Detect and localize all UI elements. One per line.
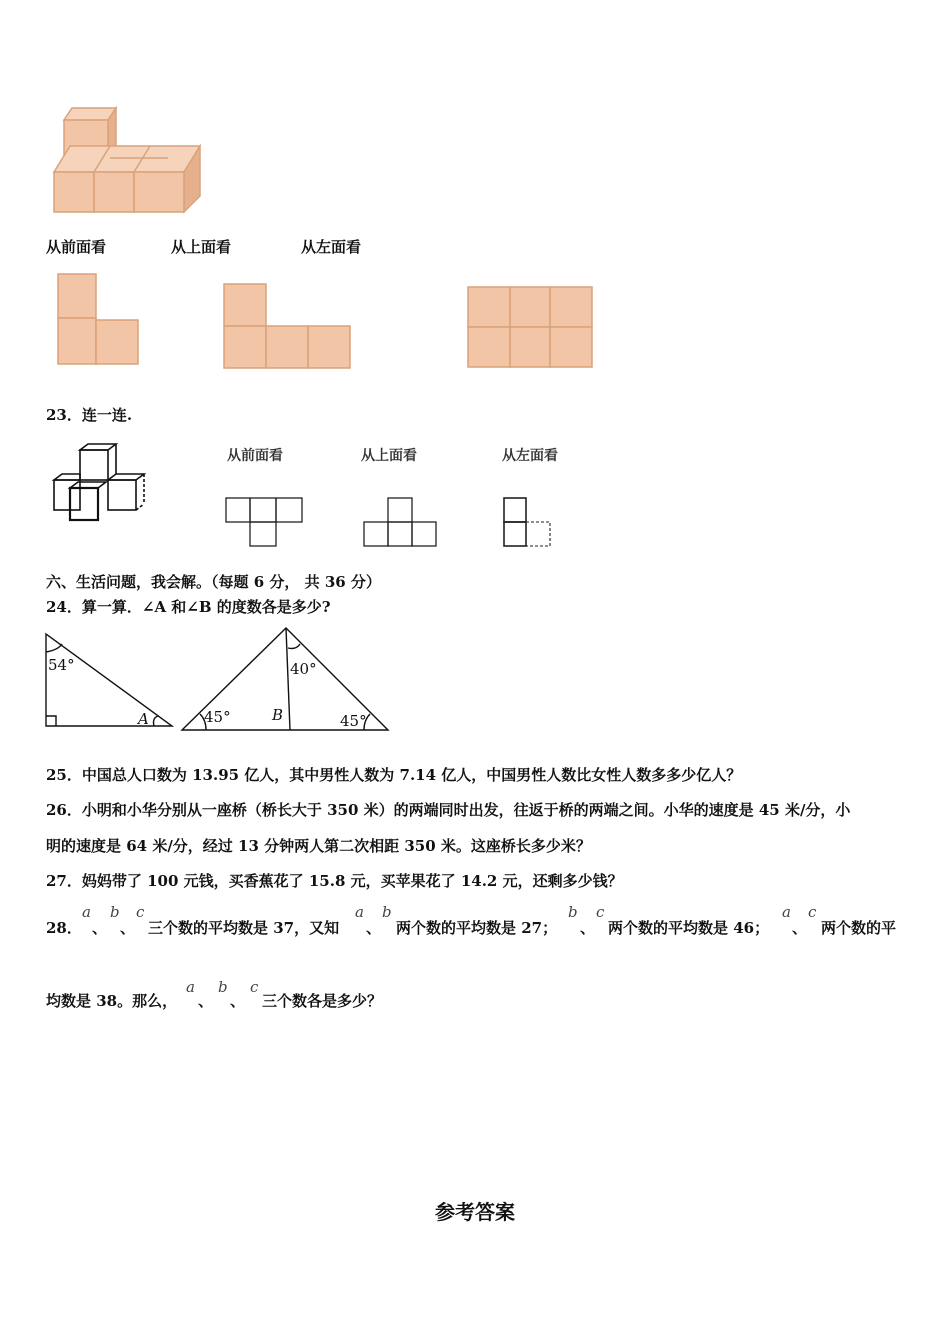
- q23-label-left: 从左面看: [502, 448, 558, 464]
- answer-title: 参考答案: [435, 1200, 515, 1224]
- q28-var-c-2: c: [596, 903, 605, 921]
- q28-sep-3: 、: [366, 919, 382, 937]
- q28-text-5: 均数是 38。那么，: [46, 992, 178, 1010]
- q28-var-c-1: c: [136, 903, 145, 921]
- q24-isosceles-triangle: [178, 624, 394, 736]
- q28-var-b-4: b: [218, 978, 228, 996]
- q24-angle-45-right-label: 45°: [340, 712, 367, 730]
- q22-front-view: [56, 272, 142, 368]
- q28-var-a-3: a: [782, 903, 791, 921]
- q24-angle-40-label: 40°: [290, 660, 317, 678]
- q22-label-left: 从左面看: [301, 238, 362, 256]
- cube-stack-figure: [50, 100, 210, 220]
- q23-title: 23．连一连.: [46, 406, 133, 424]
- q28-var-a-1: a: [82, 903, 91, 921]
- q28-var-c-3: c: [808, 903, 817, 921]
- section6-heading: 六、生活问题，我会解。（每题 6 分， 共 36 分）: [46, 573, 381, 591]
- q28-var-c-4: c: [250, 978, 259, 996]
- q28-sep-7: 、: [230, 992, 246, 1010]
- q28-var-b-3: b: [568, 903, 578, 921]
- q24-vertex-a-label: A: [138, 710, 149, 728]
- q28-sep-6: 、: [198, 992, 214, 1010]
- q23-top-view: [362, 494, 442, 550]
- q28-sep-5: 、: [792, 919, 808, 937]
- q28-var-b-1: b: [110, 903, 120, 921]
- q22-top-view: [222, 282, 352, 370]
- q28-var-a-4: a: [186, 978, 195, 996]
- q22-label-top: 从上面看: [171, 238, 232, 256]
- q28-num: 28．: [46, 919, 82, 937]
- q24-angle-45-left-label: 45°: [204, 708, 231, 726]
- q27-text: 27．妈妈带了 100 元钱，买香蕉花了 15.8 元，买苹果花了 14.2 元，还剩多少钱？: [46, 872, 623, 890]
- q28-text-3: 两个数的平均数是 46；: [608, 919, 770, 937]
- q24-vertex-b-label: B: [272, 706, 284, 724]
- q23-front-view: [224, 494, 306, 550]
- q24-text: 24．算一算．∠A 和∠B 的度数各是多少?: [46, 598, 331, 616]
- q28-var-a-2: a: [355, 903, 364, 921]
- q23-left-view: [502, 494, 558, 550]
- q28-sep-4: 、: [580, 919, 596, 937]
- q23-label-front: 从前面看: [227, 448, 283, 464]
- q24-angle-54-label: 54°: [48, 656, 75, 674]
- q22-left-view: [466, 285, 594, 369]
- q25-text: 25．中国总人口数为 13.95 亿人，其中男性人数为 7.14 亿人，中国男性人数比女性人数多多少亿人？: [46, 766, 742, 784]
- q28-text-1: 三个数的平均数是 37，又知: [148, 919, 340, 937]
- q28-text-4: 两个数的平: [821, 919, 897, 937]
- q23-solid-figure: [50, 440, 160, 526]
- q24-right-triangle: [40, 628, 180, 732]
- q26-line1: 26．小明和小华分别从一座桥（桥长大于 350 米）的两端同时出发，往返于桥的两端之间。小华的速度是 45 米/分，小: [46, 801, 851, 819]
- q28-text-2: 两个数的平均数是 27；: [396, 919, 558, 937]
- q28-text-6: 三个数各是多少？: [262, 992, 383, 1010]
- q28-var-b-2: b: [382, 903, 392, 921]
- q23-label-top: 从上面看: [361, 448, 417, 464]
- q28-sep-2: 、: [120, 919, 136, 937]
- q28-sep-1: 、: [92, 919, 108, 937]
- q26-line2: 明的速度是 64 米/分，经过 13 分钟两人第二次相距 350 米。这座桥长多少米？: [46, 837, 591, 855]
- q22-label-front: 从前面看: [46, 238, 107, 256]
